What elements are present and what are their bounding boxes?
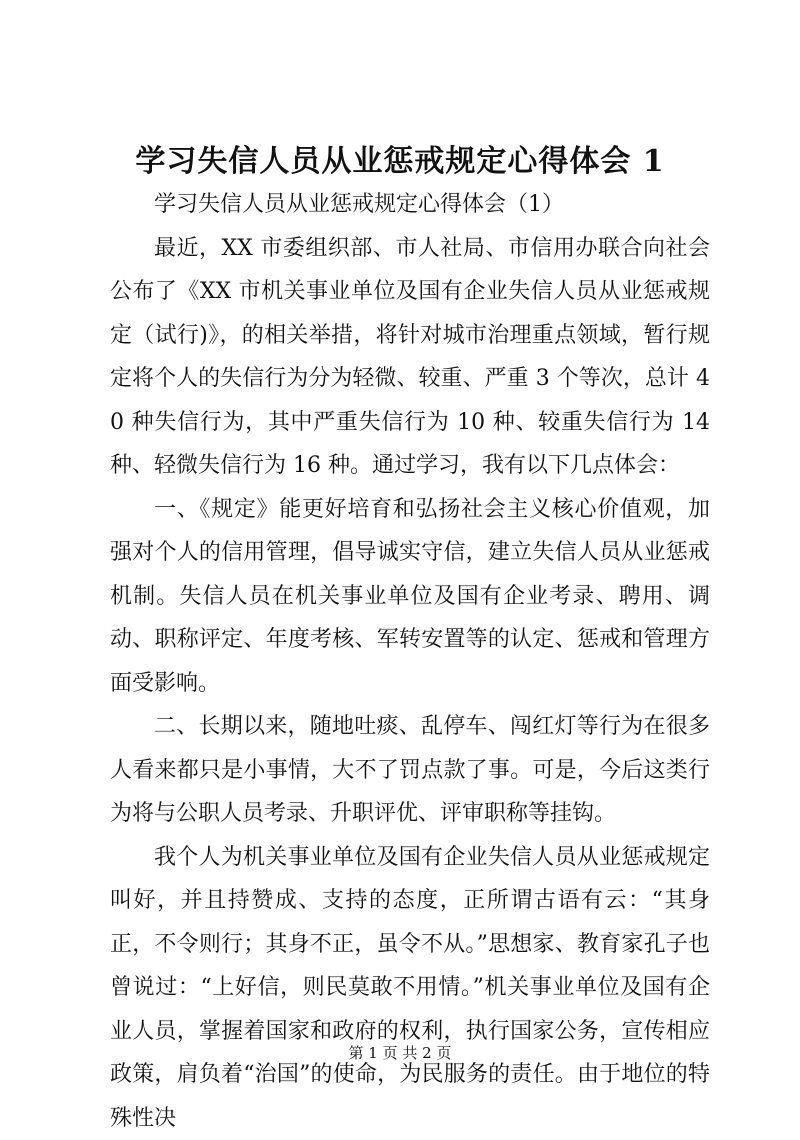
document-body bbox=[110, 183, 710, 1140]
document-title: 学习失信人员从业惩戒规定心得体会 1 bbox=[0, 140, 800, 184]
paragraph-intro: 最近，XX 市委组织部、市人社局、市信用办联合向社会公布了《XX 市机关事业单位及国有企业失信人员从业惩戒规定（试行)》，的相关举措，将针对城市治理重点领域，暂行规定将个人的失信行为分为轻微、较重、严重 3 个等次，总计 40 种失信行为，其中严重失信行为 10 种、较重失信行为 14 种、轻微失信行为 16 种。通过学习，我有以下几点体会： bbox=[110, 227, 710, 488]
page-number-footer: 第 1 页 共 2 页 bbox=[0, 1043, 800, 1063]
paragraph-point-two: 二、长期以来，随地吐痰、乱停车、闯红灯等行为在很多人看来都只是小事情，大不了罚点款了事。可是，今后这类行为将与公职人员考录、升职评优、评审职称等挂钩。 bbox=[110, 705, 710, 836]
paragraph-point-one: 一、《规定》能更好培育和弘扬社会主义核心价值观，加强对个人的信用管理，倡导诚实守信，建立失信人员从业惩戒机制。失信人员在机关事业单位及国有企业考录、聘用、调动、职称评定、年度考核、军转安置等的认定、惩戒和管理方面受影响。 bbox=[110, 488, 710, 706]
paragraph-opinion: 我个人为机关事业单位及国有企业失信人员从业惩戒规定叫好，并且持赞成、支持的态度，正所谓古语有云：“其身正，不令则行；其身不正，虽令不从。”思想家、教育家孔子也曾说过：“上好信，则民莫敢不用情。”机关事业单位及国有企业人员，掌握着国家和政府的权利，执行国家公务，宣传相应政策，肩负着“治国”的使命，为民服务的责任。由于地位的特殊性决 bbox=[110, 836, 710, 1140]
paragraph-subtitle: 学习失信人员从业惩戒规定心得体会（1） bbox=[110, 183, 710, 227]
